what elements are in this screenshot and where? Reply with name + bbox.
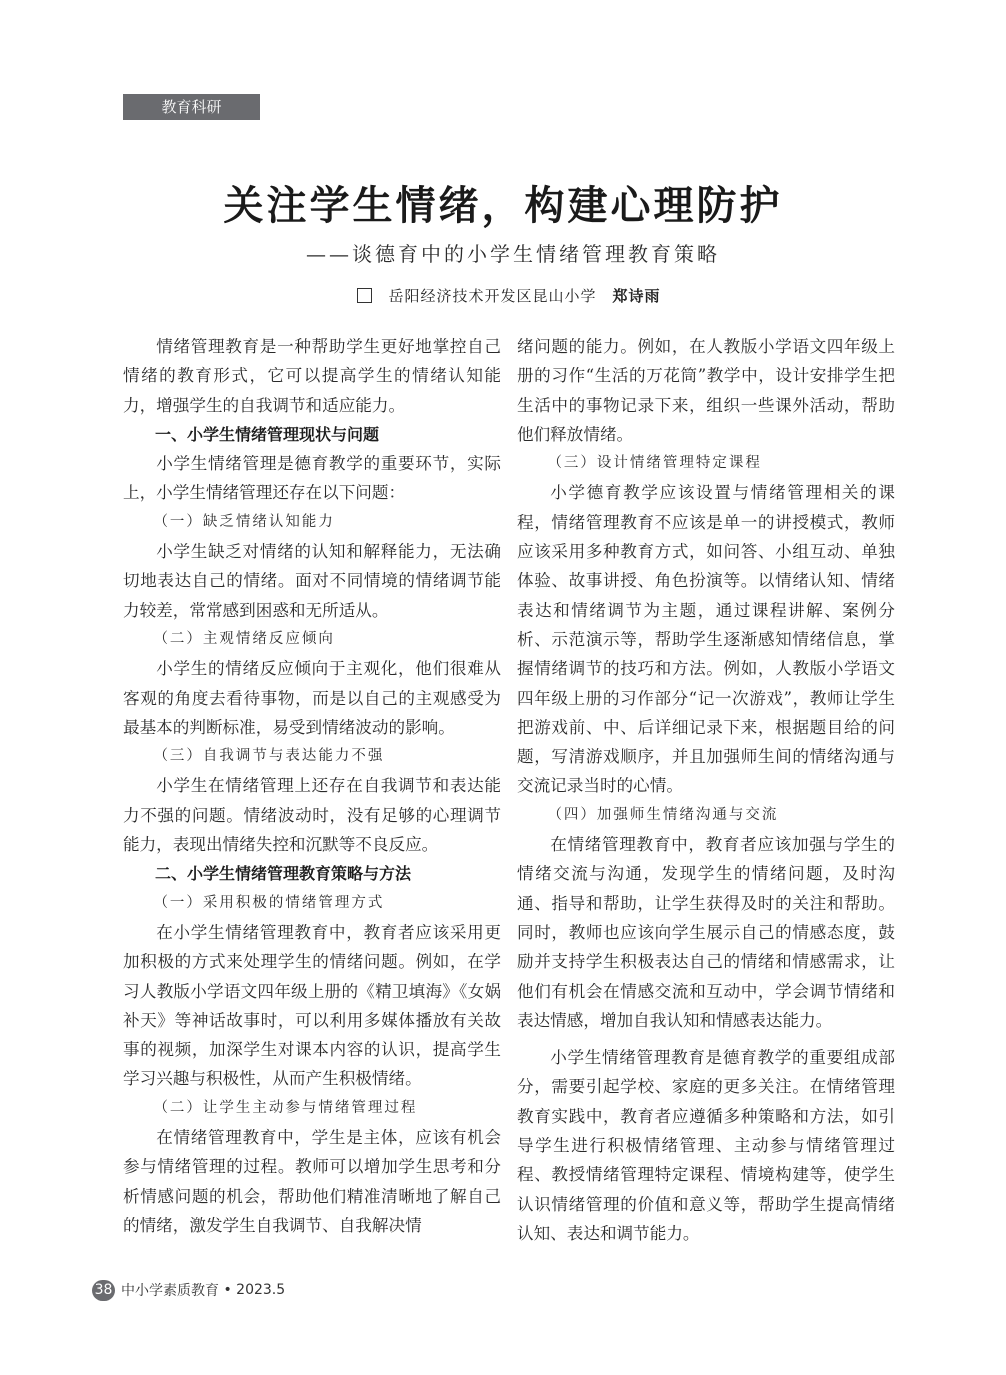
subsection-heading: （三）设计情绪管理特定课程	[547, 455, 762, 472]
journal-name: 中小学素质教育	[121, 1283, 219, 1299]
body-paragraph: 小学生的情绪反应倾向于主观化，他们很难从客观的角度去看待事物，而是以自己的主观感受为最基本的判断标准，易受到情绪波动的影响。	[123, 659, 501, 737]
body-paragraph: 在小学生情绪管理教育中，教育者应该采用更加积极的方式来处理学生的情绪问题。例如，在学习人教版小学语文四年级上册的《精卫填海》《女娲补天》等神话故事时，可以利用多媒体播放有关故事的视频，加深学生对课本内容的认识，提高学生学习兴趣与积极性，从而产生积极情绪。	[123, 922, 501, 1089]
conclusion-paragraph: 小学生情绪管理教育是德育教学的重要组成部分，需要引起学校、家庭的更多关注。在情绪管理教育实践中，教育者应遵循多种策略和方法，如引导学生进行积极情绪管理、主动参与情绪管理过程、教授情绪管理特定课程、情境构建等，使学生认识情绪管理的价值和意义等，帮助学生提高情绪认知、表达和调节能力。	[517, 1048, 895, 1243]
subsection-heading: （四）加强师生情绪沟通与交流	[547, 806, 779, 823]
subsection-heading: （三）自我调节与表达能力不强	[153, 748, 385, 765]
footer-separator: •	[219, 1282, 237, 1298]
article-subtitle: ——谈德育中的小学生情绪管理教育策略	[306, 242, 720, 266]
section-tag: 教育科研	[123, 94, 260, 120]
page-footer	[92, 1279, 285, 1301]
body-paragraph-continued: 绪问题的能力。例如，在人教版小学语文四年级上册的习作“生活的万花筒”教学中，设计安排学生把生活中的事物记录下来，组织一些课外活动，帮助他们释放情绪。	[517, 337, 895, 444]
section-heading-1: 一、小学生情绪管理现状与问题	[155, 424, 380, 444]
subsection-heading: （一）缺乏情绪认知能力	[153, 513, 335, 530]
subsection-heading: （一）采用积极的情绪管理方式	[153, 894, 385, 911]
intro-paragraph: 情绪管理教育是一种帮助学生更好地掌控自己情绪的教育形式，它可以提高学生的情绪认知能力，增强学生的自我调节和适应能力。	[123, 337, 501, 415]
journal-issue: 2023.5	[236, 1282, 286, 1298]
body-paragraph: 在情绪管理教育中，教育者应该加强与学生的情绪交流与沟通，发现学生的情绪问题，及时沟通、指导和帮助，让学生获得及时的关注和帮助。同时，教师也应该向学生展示自己的情感态度，鼓励并支持学生积极表达自己的情绪和情感需求，让他们有机会在情感交流和互动中，学会调节情绪和表达情感，增加自我认知和情感表达能力。	[517, 835, 895, 1030]
body-paragraph: 小学生在情绪管理上还存在自我调节和表达能力不强的问题。情绪波动时，没有足够的心理调节能力，表现出情绪失控和沉默等不良反应。	[123, 776, 501, 855]
section1-intro: 小学生情绪管理是德育教学的重要环节，实际上，小学生情绪管理还存在以下问题：	[123, 454, 501, 503]
square-box-icon	[357, 288, 372, 303]
left-column	[123, 332, 501, 1240]
section-heading-2: 二、小学生情绪管理教育策略与方法	[155, 864, 412, 884]
article-title: 关注学生情绪，构建心理防护	[223, 183, 783, 229]
subsection-heading: （二）主观情绪反应倾向	[153, 630, 335, 647]
body-paragraph: 小学德育教学应该设置与情绪管理相关的课程，情绪管理教育不应该是单一的讲授模式，教师应该采用多种教育方式，如问答、小组互动、单独体验、故事讲授、角色扮演等。以情绪认知、情绪表达和情绪调节为主题，通过课程讲解、案例分析、示范演示等，帮助学生逐渐感知情绪信息，掌握情绪调节的技巧和方法。例如，人教版小学语文四年级上册的习作部分“记一次游戏”，教师让学生把游戏前、中、后详细记录下来，根据题目给的问题，写清游戏顺序，并且加强师生间的情绪沟通与交流记录当时的心情。	[517, 483, 895, 796]
page-number-badge: 38	[92, 1280, 115, 1301]
author-organization: 岳阳经济技术开发区昆山小学	[388, 287, 597, 305]
right-column	[517, 332, 895, 1248]
author-name: 郑诗雨	[612, 287, 661, 305]
subsection-heading: （二）让学生主动参与情绪管理过程	[153, 1099, 418, 1116]
body-paragraph: 在情绪管理教育中，学生是主体，应该有机会参与情绪管理的过程。教师可以增加学生思考和分析情感问题的机会，帮助他们精准清晰地了解自己的情绪，激发学生自我调节、自我解决情	[123, 1128, 501, 1235]
byline	[0, 285, 1006, 306]
body-paragraph: 小学生缺乏对情绪的认知和解释能力，无法确切地表达自己的情绪。面对不同情境的情绪调节能力较差，常常感到困惑和无所适从。	[123, 542, 501, 620]
